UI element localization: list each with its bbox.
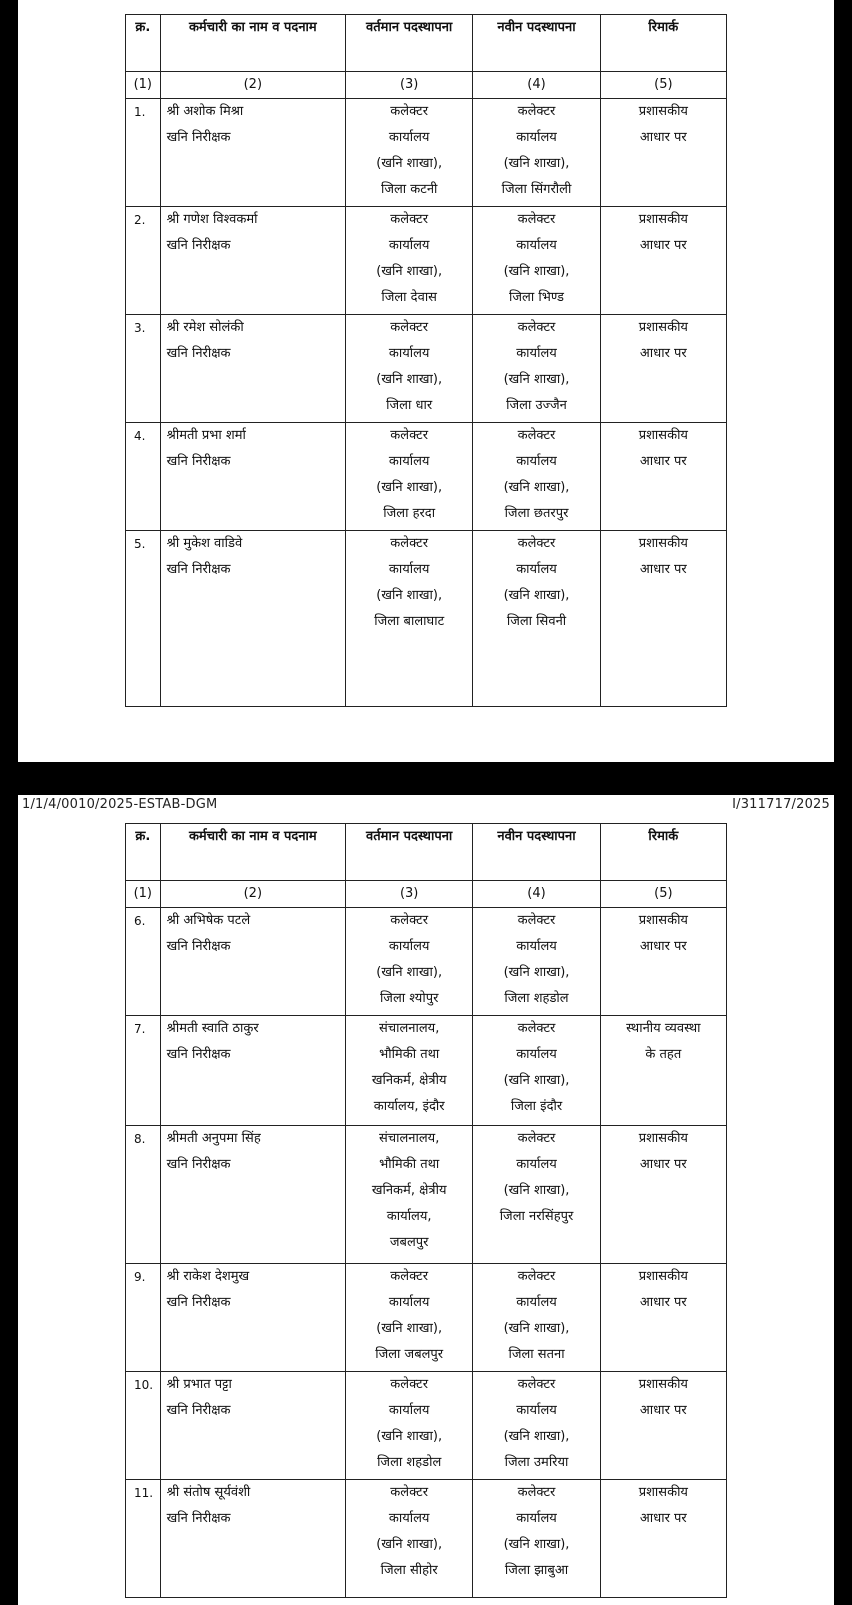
current-line: कलेक्टर: [390, 1377, 429, 1392]
employee-designation: खनि निरीक्षक: [166, 939, 231, 954]
employee-name: श्री मुकेश वाडिवे: [166, 536, 243, 551]
transfer-table-page-1: [125, 14, 727, 707]
employee-name: श्रीमती स्वाति ठाकुर: [166, 1021, 259, 1036]
employee-cell: [160, 1126, 345, 1264]
new-line: कार्यालय: [516, 562, 557, 577]
header-current-posting-text: वर्तमान पदस्थापना: [366, 20, 453, 35]
employee-name: श्री रमेश सोलंकी: [166, 320, 244, 335]
employee-name: श्री अशोक मिश्रा: [166, 104, 244, 119]
table-row: [126, 315, 727, 423]
current-line: (खनि शाखा),: [376, 588, 443, 603]
current-line: कार्यालय: [388, 1511, 430, 1526]
header-serial-text: क्र.: [135, 20, 151, 35]
remark-line: आधार पर: [639, 1157, 687, 1172]
employee-cell: [160, 531, 345, 707]
table-row: [126, 1480, 727, 1598]
column-number-row: [126, 72, 727, 99]
column-number: (1): [126, 881, 161, 908]
current-line: जिला धार: [386, 398, 433, 413]
current-line: कार्यालय: [388, 1403, 430, 1418]
new-line: कलेक्टर: [517, 536, 556, 551]
current-line: कलेक्टर: [390, 212, 429, 227]
column-number: (5): [600, 881, 726, 908]
new-line: जिला इंदौर: [510, 1099, 563, 1114]
header-remark: [600, 15, 726, 72]
current-line: जिला देवास: [381, 290, 437, 305]
employee-designation: खनि निरीक्षक: [166, 1157, 231, 1172]
table-row: [126, 1126, 727, 1264]
remark-line: आधार पर: [639, 1511, 687, 1526]
table-header-row: [126, 15, 727, 72]
current-posting: [346, 423, 473, 531]
remark-line: आधार पर: [639, 1295, 687, 1310]
column-number: (1): [126, 72, 161, 99]
new-posting: [473, 423, 600, 531]
current-line: जिला हरदा: [383, 506, 436, 521]
column-number: (3): [346, 72, 473, 99]
table-row: [126, 1372, 727, 1480]
remark-line: के तहत: [645, 1047, 682, 1062]
employee-designation: खनि निरीक्षक: [166, 1403, 231, 1418]
header-name-designation-text: कर्मचारी का नाम व पदनाम: [188, 20, 317, 35]
new-posting: [473, 1372, 600, 1480]
new-line: कार्यालय: [516, 130, 557, 145]
employee-cell: [160, 1016, 345, 1126]
table-row: [126, 908, 727, 1016]
new-line: जिला सिवनी: [506, 614, 567, 629]
new-line: कार्यालय: [516, 1511, 557, 1526]
header-current-posting-text: वर्तमान पदस्थापना: [366, 829, 453, 844]
remark-line: प्रशासकीय: [638, 320, 688, 335]
new-line: कार्यालय: [516, 454, 557, 469]
header-new-posting: [473, 15, 600, 72]
remark: [600, 1480, 726, 1598]
new-line: कलेक्टर: [517, 1021, 556, 1036]
new-line: (खनि शाखा),: [503, 1321, 570, 1336]
remark-line: आधार पर: [639, 346, 687, 361]
current-line: खनिकर्म, क्षेत्रीय: [371, 1073, 447, 1088]
new-line: (खनि शाखा),: [503, 588, 570, 603]
new-line: कलेक्टर: [517, 104, 556, 119]
header-remark-text: रिमार्क: [648, 20, 679, 35]
new-line: (खनि शाखा),: [503, 1537, 570, 1552]
file-number: 1/1/4/0010/2025-ESTAB-DGM: [22, 797, 218, 812]
new-line: (खनि शाखा),: [503, 1073, 570, 1088]
new-posting: [473, 315, 600, 423]
remark-line: आधार पर: [639, 238, 687, 253]
remark-line: प्रशासकीय: [638, 428, 688, 443]
remark-line: आधार पर: [639, 454, 687, 469]
new-line: जिला भिण्ड: [509, 290, 564, 305]
remark: [600, 1372, 726, 1480]
current-posting: [346, 207, 473, 315]
column-number: (4): [473, 72, 600, 99]
header-serial: [126, 824, 161, 881]
employee-cell: [160, 99, 345, 207]
remark-line: प्रशासकीय: [638, 212, 688, 227]
new-line: कार्यालय: [516, 939, 557, 954]
reference-number: I/311717/2025: [732, 797, 830, 812]
new-line: जिला सिंगरौली: [501, 182, 572, 197]
remark-line: प्रशासकीय: [638, 536, 688, 551]
new-posting: [473, 99, 600, 207]
current-posting: [346, 1016, 473, 1126]
current-posting: [346, 99, 473, 207]
new-posting: [473, 1264, 600, 1372]
new-line: कलेक्टर: [517, 1131, 556, 1146]
employee-designation: खनि निरीक्षक: [166, 1295, 231, 1310]
current-posting: [346, 1126, 473, 1264]
current-line: जिला जबलपुर: [375, 1347, 444, 1362]
employee-cell: [160, 1480, 345, 1598]
remark-line: प्रशासकीय: [638, 1377, 688, 1392]
serial-number: 11.: [126, 1480, 161, 1598]
column-number: (2): [160, 881, 345, 908]
new-line: कार्यालय: [516, 238, 557, 253]
current-line: जिला कटनी: [380, 182, 438, 197]
current-line: कार्यालय, इंदौर: [373, 1099, 445, 1114]
current-line: (खनि शाखा),: [376, 1321, 443, 1336]
header-new-posting-text: नवीन पदस्थापना: [497, 20, 576, 35]
new-line: कलेक्टर: [517, 212, 556, 227]
new-posting: [473, 531, 600, 707]
new-line: (खनि शाखा),: [503, 264, 570, 279]
new-line: (खनि शाखा),: [503, 1429, 570, 1444]
remark: [600, 207, 726, 315]
new-line: (खनि शाखा),: [503, 1183, 570, 1198]
new-line: कार्यालय: [516, 346, 557, 361]
current-line: कार्यालय: [388, 562, 430, 577]
new-line: (खनि शाखा),: [503, 156, 570, 171]
current-line: कलेक्टर: [390, 320, 429, 335]
serial-number: 1.: [126, 99, 161, 207]
current-line: संचालनालय,: [379, 1021, 440, 1036]
employee-cell: [160, 1264, 345, 1372]
current-line: जिला सीहोर: [380, 1563, 438, 1578]
serial-number: 2.: [126, 207, 161, 315]
employee-designation: खनि निरीक्षक: [166, 454, 231, 469]
serial-number: 9.: [126, 1264, 161, 1372]
employee-cell: [160, 423, 345, 531]
column-number: (4): [473, 881, 600, 908]
current-line: खनिकर्म, क्षेत्रीय: [371, 1183, 447, 1198]
current-line: कार्यालय: [388, 939, 430, 954]
remark-line: आधार पर: [639, 939, 687, 954]
new-line: कार्यालय: [516, 1047, 557, 1062]
new-posting: [473, 908, 600, 1016]
new-posting: [473, 207, 600, 315]
header-name-designation: [160, 15, 345, 72]
table-row: [126, 1016, 727, 1126]
current-line: (खनि शाखा),: [376, 372, 443, 387]
remark-line: प्रशासकीय: [638, 1131, 688, 1146]
current-line: जबलपुर: [389, 1235, 429, 1250]
current-posting: [346, 1480, 473, 1598]
remark: [600, 531, 726, 707]
current-posting: [346, 531, 473, 707]
header-name-designation: [160, 824, 345, 881]
employee-designation: खनि निरीक्षक: [166, 238, 231, 253]
new-line: कार्यालय: [516, 1403, 557, 1418]
new-line: कलेक्टर: [517, 1269, 556, 1284]
employee-name: श्रीमती प्रभा शर्मा: [166, 428, 246, 443]
employee-name: श्री प्रभात पट्टा: [166, 1377, 232, 1392]
current-line: संचालनालय,: [379, 1131, 440, 1146]
column-number-row: [126, 881, 727, 908]
remark: [600, 315, 726, 423]
header-serial: [126, 15, 161, 72]
table-row: [126, 531, 727, 707]
current-line: (खनि शाखा),: [376, 264, 443, 279]
column-number: (3): [346, 881, 473, 908]
remark: [600, 1126, 726, 1264]
employee-name: श्री राकेश देशमुख: [166, 1269, 250, 1284]
serial-number: 7.: [126, 1016, 161, 1126]
table-row: [126, 207, 727, 315]
employee-cell: [160, 1372, 345, 1480]
table-row: [126, 423, 727, 531]
current-line: भौमिकी तथा: [379, 1047, 440, 1062]
new-line: कलेक्टर: [517, 1377, 556, 1392]
header-current-posting: [346, 824, 473, 881]
employee-name: श्री अभिषेक पटले: [166, 913, 251, 928]
employee-designation: खनि निरीक्षक: [166, 346, 231, 361]
new-line: (खनि शाखा),: [503, 372, 570, 387]
header-new-posting-text: नवीन पदस्थापना: [497, 829, 576, 844]
employee-cell: [160, 207, 345, 315]
serial-number: 5.: [126, 531, 161, 707]
new-line: कार्यालय: [516, 1157, 557, 1172]
remark: [600, 908, 726, 1016]
new-line: जिला शहडोल: [504, 991, 569, 1006]
current-line: भौमिकी तथा: [379, 1157, 440, 1172]
header-name-designation-text: कर्मचारी का नाम व पदनाम: [188, 829, 317, 844]
new-line: जिला उमरिया: [504, 1455, 569, 1470]
remark-line: प्रशासकीय: [638, 1269, 688, 1284]
remark-line: स्थानीय व्यवस्था: [626, 1021, 701, 1036]
column-number: (2): [160, 72, 345, 99]
current-posting: [346, 1264, 473, 1372]
header-current-posting: [346, 15, 473, 72]
employee-cell: [160, 315, 345, 423]
new-line: जिला छतरपुर: [504, 506, 569, 521]
employee-cell: [160, 908, 345, 1016]
new-line: कलेक्टर: [517, 913, 556, 928]
document-page-1: [18, 0, 834, 762]
current-line: कार्यालय: [388, 238, 430, 253]
employee-designation: खनि निरीक्षक: [166, 1511, 231, 1526]
new-line: कलेक्टर: [517, 428, 556, 443]
serial-number: 10.: [126, 1372, 161, 1480]
new-line: जिला झाबुआ: [504, 1563, 569, 1578]
current-line: कलेक्टर: [390, 104, 429, 119]
remark-line: प्रशासकीय: [638, 1485, 688, 1500]
remark: [600, 1016, 726, 1126]
employee-name: श्रीमती अनुपमा सिंह: [166, 1131, 261, 1146]
header-remark-text: रिमार्क: [648, 829, 679, 844]
column-number: (5): [600, 72, 726, 99]
table-header-row: [126, 824, 727, 881]
current-line: कार्यालय: [388, 1295, 430, 1310]
remark-line: प्रशासकीय: [638, 913, 688, 928]
new-line: जिला सतना: [508, 1347, 565, 1362]
current-posting: [346, 908, 473, 1016]
header-serial-text: क्र.: [135, 829, 151, 844]
remark: [600, 99, 726, 207]
table-row: [126, 1264, 727, 1372]
current-line: (खनि शाखा),: [376, 965, 443, 980]
new-line: (खनि शाखा),: [503, 965, 570, 980]
current-line: कार्यालय: [388, 346, 430, 361]
remark-line: प्रशासकीय: [638, 104, 688, 119]
current-line: (खनि शाखा),: [376, 1537, 443, 1552]
header-new-posting: [473, 824, 600, 881]
remark-line: आधार पर: [639, 562, 687, 577]
remark: [600, 1264, 726, 1372]
table-row: [126, 99, 727, 207]
current-line: (खनि शाखा),: [376, 1429, 443, 1444]
remark-line: आधार पर: [639, 130, 687, 145]
serial-number: 3.: [126, 315, 161, 423]
employee-name: श्री गणेश विश्वकर्मा: [166, 212, 258, 227]
new-line: कलेक्टर: [517, 320, 556, 335]
current-line: (खनि शाखा),: [376, 156, 443, 171]
employee-name: श्री संतोष सूर्यवंशी: [166, 1485, 251, 1500]
current-posting: [346, 315, 473, 423]
current-line: कलेक्टर: [390, 536, 429, 551]
current-line: कलेक्टर: [390, 1269, 429, 1284]
current-posting: [346, 1372, 473, 1480]
current-line: कार्यालय: [388, 454, 430, 469]
document-page-2: [18, 795, 834, 1605]
new-posting: [473, 1126, 600, 1264]
header-remark: [600, 824, 726, 881]
serial-number: 4.: [126, 423, 161, 531]
serial-number: 6.: [126, 908, 161, 1016]
current-line: कलेक्टर: [390, 428, 429, 443]
new-line: जिला नरसिंहपुर: [499, 1209, 574, 1224]
current-line: जिला श्योपुर: [379, 991, 439, 1006]
current-line: कलेक्टर: [390, 1485, 429, 1500]
employee-designation: खनि निरीक्षक: [166, 562, 231, 577]
new-line: कलेक्टर: [517, 1485, 556, 1500]
new-posting: [473, 1480, 600, 1598]
new-line: कार्यालय: [516, 1295, 557, 1310]
current-line: कार्यालय,: [386, 1209, 432, 1224]
new-line: (खनि शाखा),: [503, 480, 570, 495]
current-line: कलेक्टर: [390, 913, 429, 928]
serial-number: 8.: [126, 1126, 161, 1264]
employee-designation: खनि निरीक्षक: [166, 1047, 231, 1062]
current-line: (खनि शाखा),: [376, 480, 443, 495]
transfer-table-page-2: [125, 823, 727, 1598]
current-line: जिला बालाघाट: [374, 614, 445, 629]
remark: [600, 423, 726, 531]
remark-line: आधार पर: [639, 1403, 687, 1418]
employee-designation: खनि निरीक्षक: [166, 130, 231, 145]
current-line: जिला शहडोल: [377, 1455, 442, 1470]
current-line: कार्यालय: [388, 130, 430, 145]
new-posting: [473, 1016, 600, 1126]
new-line: जिला उज्जैन: [506, 398, 567, 413]
